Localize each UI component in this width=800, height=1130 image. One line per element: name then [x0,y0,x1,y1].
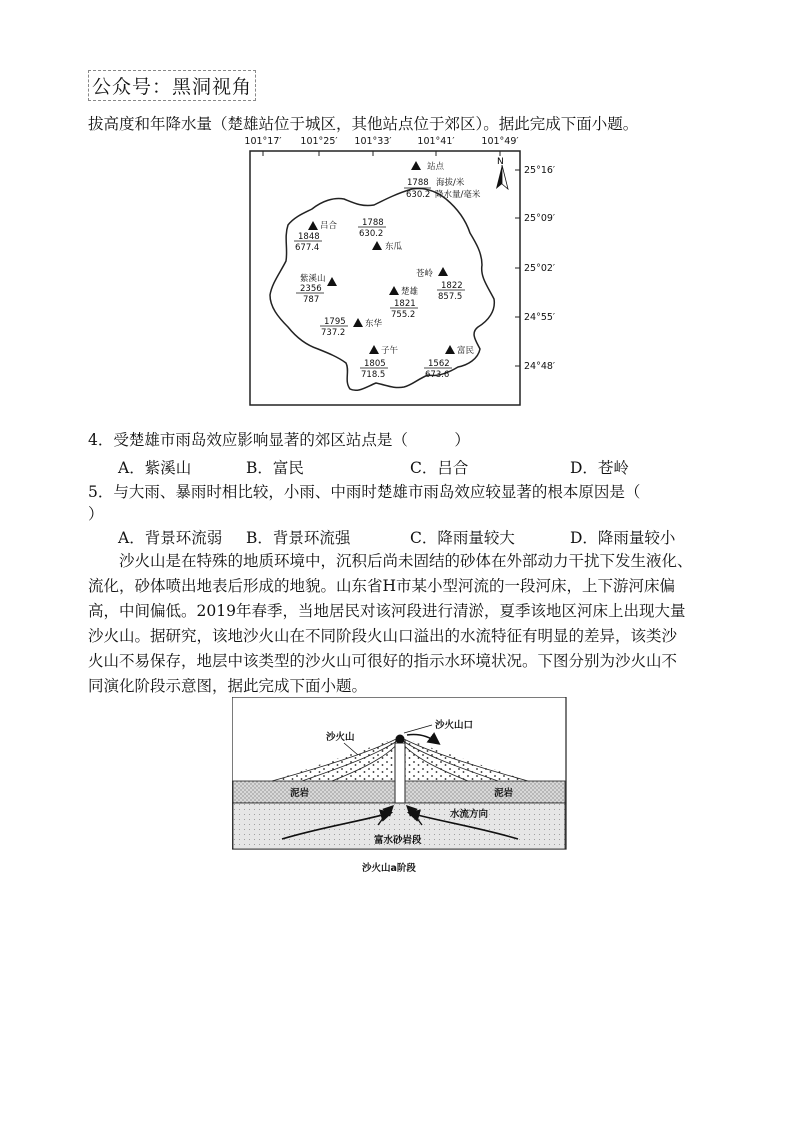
diagram-caption: 沙火山a阶段 [362,863,416,874]
intro-text: 拔高度和年降水量（楚雄站位于城区，其他站点位于郊区）。据此完成下面小题。 [88,115,639,133]
station-map [226,131,576,411]
svg-text:737.2: 737.2 [321,328,346,338]
passage-line: 沙火山。据研究，该地沙火山在不同阶段火山口溢出的水流特征有明显的差异，该类沙 [88,627,678,645]
svg-text:787: 787 [303,295,320,305]
q4-option-c[interactable]: C．吕合 [410,459,469,477]
svg-text:东瓜: 东瓜 [385,242,403,252]
svg-text:1788: 1788 [407,178,429,188]
lat-label: 24°55′ [524,312,556,323]
mudstone-label-left: 泥岩 [290,788,310,799]
q4-option-d[interactable]: D．苍岭 [570,459,629,477]
svg-text:1848: 1848 [298,232,320,242]
svg-text:1562: 1562 [428,359,450,369]
q4-option-b[interactable]: B．富民 [246,459,304,477]
lat-label: 25°16′ [524,165,556,176]
svg-text:1805: 1805 [364,359,386,369]
q4-option-a[interactable]: A．紫溪山 [118,459,192,477]
svg-text:857.5: 857.5 [438,292,463,302]
sand-volcano-diagram [232,697,568,879]
svg-text:718.5: 718.5 [361,370,386,380]
lon-label: 101°49′ [481,136,519,147]
svg-text:630.2: 630.2 [359,229,384,239]
vent-dot [396,735,405,744]
passage-line: 沙火山是在特殊的地质环境中，沉积后尚未固结的砂体在外部动力干扰下发生液化、 [88,552,693,570]
svg-text:吕合: 吕合 [320,221,338,231]
svg-text:降水量/毫米: 降水量/毫米 [435,190,481,200]
q5-option-a[interactable]: A．背景环流弱 [118,529,223,547]
header-tag: 公众号：黑洞视角 [88,70,256,101]
svg-text:630.2: 630.2 [406,190,431,200]
q5-stem-tail: ） [88,505,104,523]
svg-text:673.6: 673.6 [425,370,450,380]
svg-text:2356: 2356 [300,284,322,294]
passage-line: 同演化阶段示意图，据此完成下面小题。 [88,677,368,695]
svg-text:1821: 1821 [394,299,416,309]
q5-option-c[interactable]: C．降雨量较大 [410,529,515,547]
lon-label: 101°25′ [300,136,338,147]
lat-label: 25°02′ [524,263,556,274]
lon-label: 101°17′ [244,136,282,147]
mudstone-label-right: 泥岩 [494,788,514,799]
svg-text:海拔/米: 海拔/米 [436,178,465,188]
lat-label: 25°09′ [524,213,556,224]
passage-line: 流化，砂体喷出地表后形成的地貌。山东省H市某小型河流的一段河床，上下游河床偏 [88,577,676,595]
svg-text:苍岭: 苍岭 [416,269,434,279]
svg-text:N: N [497,157,504,167]
svg-text:1822: 1822 [441,281,463,291]
aquifer-label: 富水砂岩段 [374,835,422,846]
passage-line: 火山不易保存，地层中该类型的沙火山可很好的指示水环境状况。下图分别为沙火山不 [88,652,678,670]
q5-option-d[interactable]: D．降雨量较小 [570,529,676,547]
q5-option-b[interactable]: B．背景环流强 [246,529,351,547]
lon-label: 101°41′ [417,136,455,147]
station-chuxiong [389,286,419,320]
svg-text:677.4: 677.4 [295,243,320,253]
svg-text:东华: 东华 [365,319,383,329]
svg-text:1788: 1788 [362,218,384,228]
svg-text:站点: 站点 [427,162,445,172]
svg-text:紫溪山: 紫溪山 [300,274,326,284]
vent-label: 沙火山口 [435,720,474,731]
q5-stem: 5．与大雨、暴雨时相比较，小雨、中雨时楚雄市雨岛效应较显著的根本原因是（ [88,483,641,501]
q4-stem: 4．受楚雄市雨岛效应影响显著的郊区站点是（ ） [88,431,470,449]
lat-label: 24°48′ [524,361,556,372]
svg-text:755.2: 755.2 [391,310,416,320]
passage-line: 高，中间偏低。2019年春季，当地居民对该河段进行清淤，夏季该地区河床上出现大量 [88,602,686,620]
svg-text:楚雄: 楚雄 [401,287,419,297]
cone-label: 沙火山 [326,732,355,743]
flow-direction-label: 水流方向 [450,809,489,820]
svg-text:富民: 富民 [457,346,475,356]
svg-text:子午: 子午 [381,346,399,356]
svg-text:1795: 1795 [324,317,346,327]
lon-label: 101°33′ [354,136,392,147]
